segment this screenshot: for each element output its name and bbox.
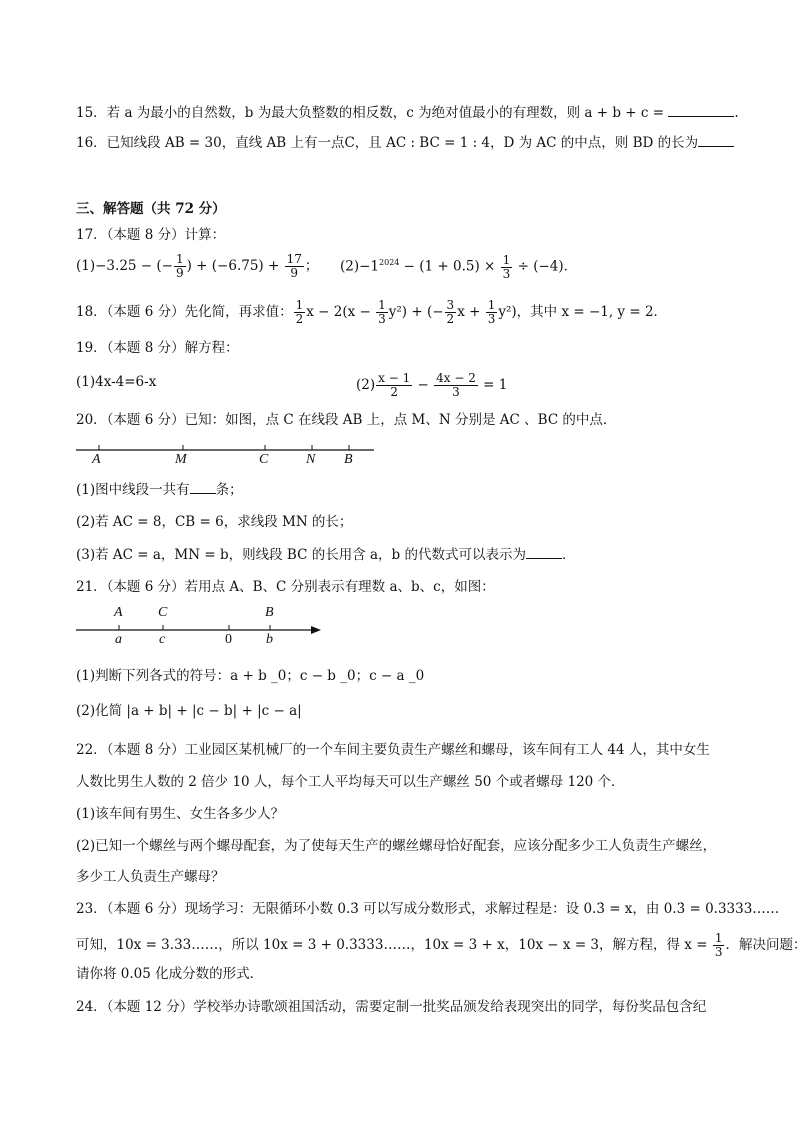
question-19: 19．（本题 8 分）解方程： [76,340,239,356]
question-24: 24．（本题 12 分）学校举办诗歌颂祖国活动，需要定制一批奖品颁发给表现突出的同学，每份奖品包含纪 [76,999,707,1015]
question-18: 18．（本题 6 分）先化简，再求值： $\frac{1}{2}$ x − 2(x − $\frac{1}{3}$ y²) + (− $\frac{3}{2}$ x + $\frac{1}{3}$ y²)，其中 x = −1, y = 2． [76,298,668,326]
point-label-m: M [175,452,187,467]
section-heading: 三、解答题（共 72 分） [76,201,226,217]
point-label-c: C [259,452,269,467]
question-20-part-1: (1)图中线段一共有 条； [76,482,243,498]
point-label-b: B [265,605,274,620]
question-23-line-3: 请你将 0.05 化成分数的形式． [76,966,264,982]
question-22-line-1: 22．（本题 8 分）工业园区某机械厂的一个车间主要负责生产螺丝和螺母，该车间有工人 44 人，其中女生 [76,742,710,758]
answer-blank [526,546,562,559]
question-20: 20．（本题 6 分）已知：如图，点 C 在线段 AB 上，点 M、N 分别是 AC 、BC 的中点． [76,412,617,428]
answer-blank [190,481,216,494]
question-21-part-1: (1)判断下列各式的符号：a + b _0；c − b _0；c − a _0 [76,668,425,684]
fraction: $\frac{x - 1}{2}$ [378,371,411,399]
question-19-part-1: (1)4x-4=6-x [76,374,157,390]
point-label-n: N [306,452,316,467]
question-23-line-2: 可知，10x = 3.33……，所以 10x = 3 + 0.3333……，10x = 3 + x，10x − x = 3，解方程，得 x = $\frac{1}{3}$ ．解决问题： [76,931,806,959]
question-22-line-2: 人数比男生人数的 2 倍少 10 人，每个工人平均每天可以生产螺丝 50 个或者螺母 120 个． [76,774,625,790]
question-17: 17．（本题 8 分）计算： [76,227,226,243]
fraction: $\frac{1}{3}$ [487,298,496,326]
fraction: $\frac{4x - 2}{3}$ [436,371,476,399]
fraction: $\frac{1}{2}$ [295,298,304,326]
fraction: $\frac{17}{9}$ [286,252,302,280]
point-label-c: C [158,605,168,620]
point-label-b: B [344,452,353,467]
question-19-part-2: (2) $\frac{x - 1}{2}$ − $\frac{4x - 2}{3}$ = 1 [356,371,508,399]
origin-label: 0 [225,632,232,647]
question-17-part-1: (1)−3.25 − (− $\frac{1}{9}$ ) + (−6.75) + $\frac{17}{9}$ ； [76,252,319,280]
question-22-part-2-line-1: (2)已知一个螺丝与两个螺母配套，为了使每天生产的螺丝螺母恰好配套，应该分配多少工人负责生产螺丝， [76,838,717,854]
question-22-part-1: (1)该车间有男生、女生各多少人？ [76,806,285,822]
question-17-part-2: $(2)-1^{2024} - (1 + 0.5)$ × $\frac{1}{3}$ ÷ (−4)． [340,252,578,281]
question-15: 15．若 a 为最小的自然数，b 为最大负整数的相反数，c 为绝对值最小的有理数，则 a + b + c = . [76,105,739,121]
fraction: $\frac{1}{3}$ [378,298,386,326]
fraction: $\frac{1}{3}$ [714,931,723,959]
fraction: $\frac{3}{2}$ [446,298,455,326]
question-21: 21．（本题 6 分）若用点 A、B、C 分别表示有理数 a、b、c，如图： [76,579,495,595]
question-20-part-3: (3)若 AC = a，MN = b，则线段 BC 的长用含 a，b 的代数式可以表示为 ． [76,547,576,563]
fraction: $\frac{1}{3}$ [502,252,511,281]
point-label-a: A [114,605,123,620]
question-16: 16．已知线段 AB = 30，直线 AB 上有一点C，且 AC : BC = 1 : 4，D 为 AC 的中点，则 BD 的长为 [76,133,734,153]
question-23-line-1: 23．（本题 6 分）现场学习：无限循环小数 0.3̇ 可以写成分数形式，求解过程是：设 0.3̇ = x，由 0.3̇ = 0.3333…… [76,901,780,917]
value-label-a: a [115,632,122,647]
question-22-part-2-line-2: 多少工人负责生产螺母？ [76,869,225,885]
point-label-a: A [92,452,101,467]
value-label-b: b [266,632,273,647]
question-21-part-2: (2)化简 |a + b| + |c − b| + |c − a| [76,703,302,719]
question-20-part-2: (2)若 AC = 8，CB = 6，求线段 MN 的长； [76,514,353,530]
fraction: $\frac{1}{9}$ [175,252,184,280]
value-label-c: c [159,632,166,647]
